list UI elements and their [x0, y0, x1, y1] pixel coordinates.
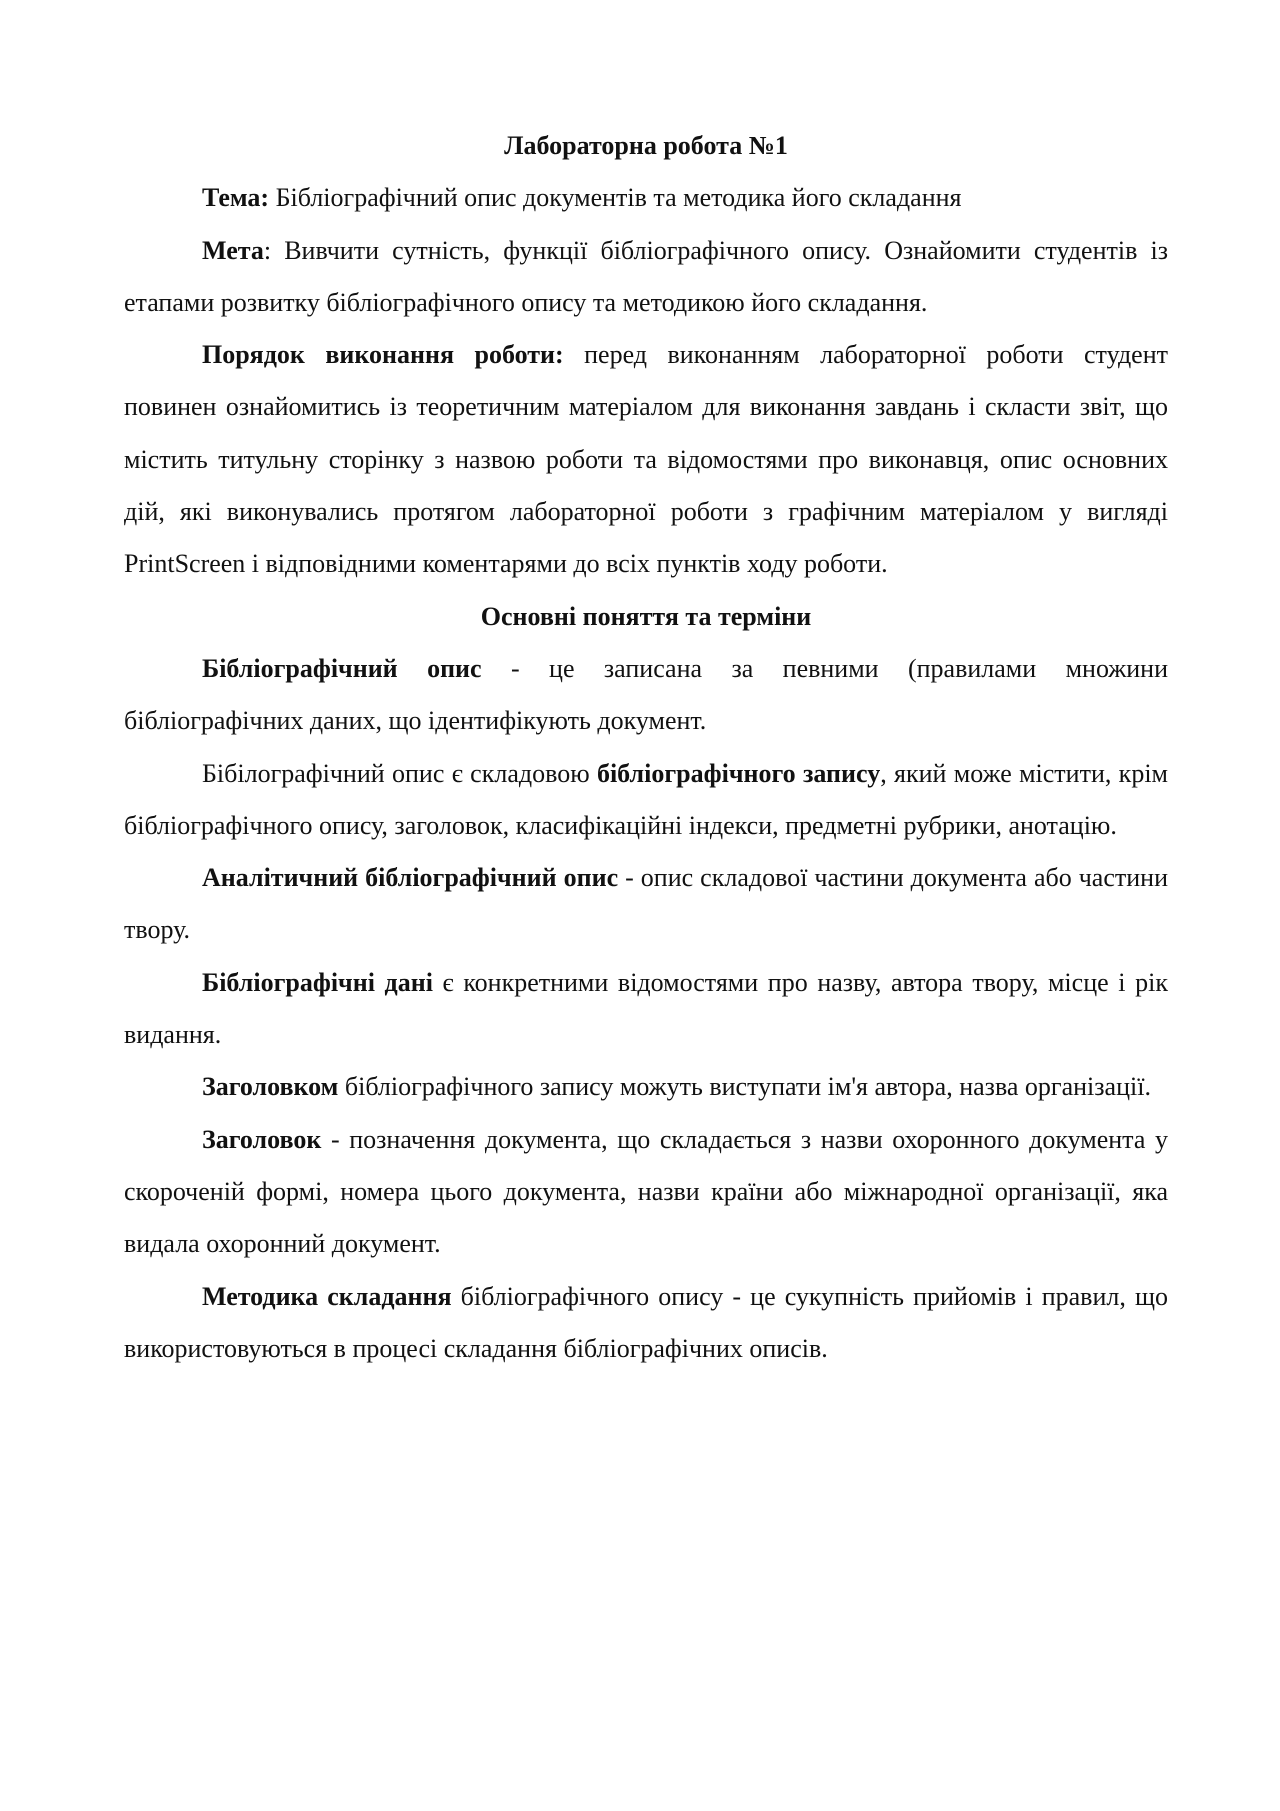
goal-paragraph [124, 225, 1168, 330]
section-heading: Основні поняття та терміни [480, 601, 812, 631]
topic-text: Бібліографічний опис документів та методика його складання [269, 183, 962, 213]
goal-text: : Вивчити сутність, функції бібліографічного опису. Ознайомити студентів із етапами розвитку бібліографічного опису та методикою його складання. [124, 235, 1168, 317]
procedure-label: Порядок виконання роботи: [202, 340, 564, 370]
definition-paragraph [124, 643, 1168, 748]
definition-term: Аналітичний бібліографічний опис [202, 863, 619, 893]
definition-paragraph [124, 957, 1168, 1062]
definition-paragraph [124, 852, 1168, 957]
definition-text: є конкретними відомостями про назву, автора твору, місце і рік видання. [124, 967, 1168, 1050]
definition-term: Заголовок [202, 1124, 322, 1154]
definition-text: - позначення документа, що складається з назви охоронного документа у скороченій формі, номера цього документа, назви країни або міжнародної організації, яка видала охоронний документ. [124, 1124, 1168, 1259]
definition-paragraph [124, 1061, 1168, 1113]
definition-text: , який може містити, крім бібліографічного опису, заголовок, класифікаційні індекси, предметні рубрики, анотацію. [124, 758, 1168, 840]
definition-text: бібліографічного запису можуть виступати ім'я автора, назва організації. [338, 1072, 1151, 1102]
topic-paragraph [124, 172, 1168, 224]
definition-text: - опис складової частини документа або частини твору. [124, 863, 1168, 945]
definition-paragraph [124, 1114, 1168, 1271]
definition-term: бібліографічного запису [596, 758, 881, 788]
document-title: Лабораторна робота №1 [504, 131, 788, 160]
definition-term: Заголовком [202, 1072, 339, 1102]
definition-term: Бібліографічний опис [202, 653, 482, 683]
definition-text: - це записана за певними (правилами множини бібліографічних даних, що ідентифікують документ. [124, 653, 1169, 736]
procedure-text: перед виконанням лабораторної роботи студент повинен ознайомитись із теоретичним матеріалом для виконання завдань і скласти звіт, що містить титульну сторінку з назвою роботи та відомостями про виконавця, опис основних дій, які виконувались протягом лабораторної роботи з графічним матеріалом у вигляді PrintScreen і відповідними коментарями до всіх пунктів ходу роботи. [124, 340, 1168, 579]
procedure-paragraph [124, 329, 1168, 590]
definition-prefix: Бібілографічний опис є складовою [202, 758, 597, 788]
definition-paragraph [124, 1271, 1168, 1376]
topic-label: Тема: [202, 183, 270, 213]
definition-paragraph [124, 748, 1168, 853]
definition-term: Методика складання [202, 1281, 452, 1311]
document-body [124, 120, 1168, 1375]
definition-text: бібліографічного опису - це сукупність прийомів і правил, що використовуються в процесі складання бібліографічних описів. [124, 1281, 1168, 1363]
definition-term: Бібліографічні дані [202, 967, 433, 997]
goal-label: Мета [202, 235, 264, 265]
